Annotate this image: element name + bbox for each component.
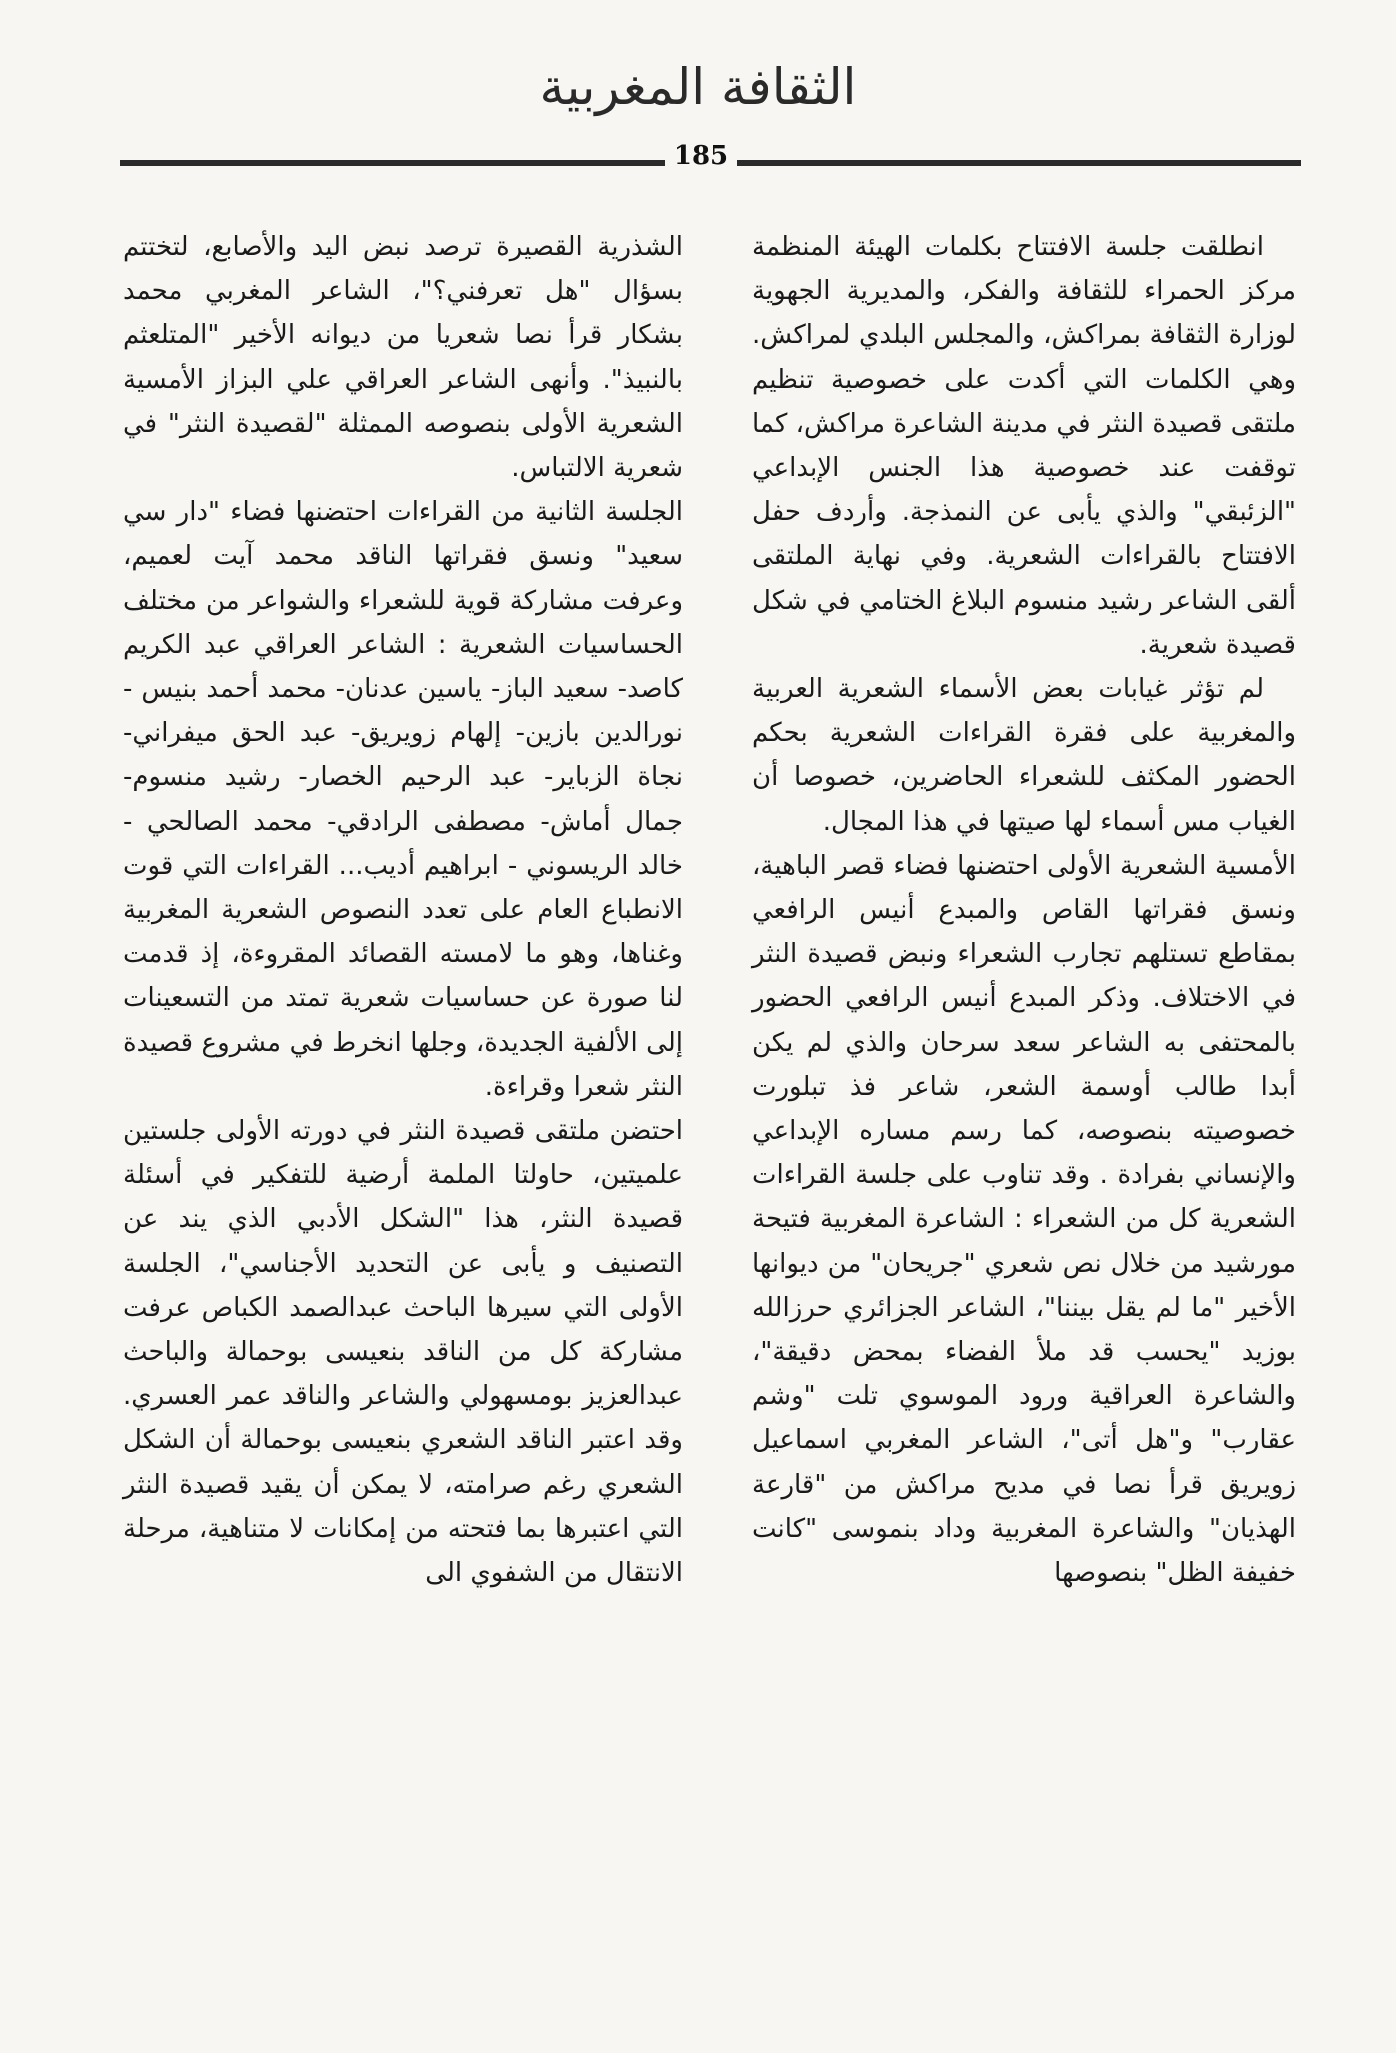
paragraph: الجلسة الثانية من القراءات احتضنها فضاء "دار سي سعيد" ونسق فقراتها الناقد محمد آيت لعميم، وعرفت مشاركة قوية للشعراء والشواعر من مختلف الحساسيات الشعرية : الشاعر العراقي عبد الكريم كاصد- سعيد الباز- ياسين عدنان- محمد أحمد بنيس - نورالدين بازين- إلهام زويريق- عبد الحق ميفراني- نجاة الزباير- عبد الرحيم الخصار- رشيد منسوم- جمال أماش- مصطفى الرادقي- محمد الصالحي - خالد الريسوني - ابراهيم أديب... القراءات التي قوت الانطباع العام على تعدد النصوص الشعرية المغربية وغناها، وهو ما لامسته القصائد المقروءة، إذ قدمت لنا صورة عن حساسيات شعرية تمتد من التسعينات إلى الألفية الجديدة، وجلها انخرط في مشروع قصيدة النثر شعرا وقراءة. bbox=[123, 497, 683, 1102]
left-column bbox=[123, 225, 683, 1595]
page-number: 185 bbox=[673, 141, 729, 171]
paragraph: الأمسية الشعرية الأولى احتضنها فضاء قصر الباهية، ونسق فقراتها القاص والمبدع أنيس الرافعي بمقاطع تستلهم تجارب الشعراء ونبض قصيدة النثر في الاختلاف. وذكر المبدع أنيس الرافعي الحضور بالمحتفى به الشاعر سعد سرحان والذي لم يكن أبدا طالب أوسمة الشعر، شاعر فذ تبلورت خصوصيته بنصوصه، كما رسم مساره الإبداعي والإنساني بفرادة . وقد تناوب على جلسة القراءات الشعرية كل من الشعراء : الشاعرة المغربية فتيحة مورشيد من خلال نص شعري "جريحان" من ديوانها الأخير "ما لم يقل بيننا"، الشاعر الجزائري حرزالله بوزيد "يحسب قد ملأ الفضاء بمحض دقيقة"، والشاعرة العراقية ورود الموسوي تلت "وشم عقارب" و"هل أتى"، الشاعر المغربي اسماعيل زويريق قرأ نصا في مديح مراكش من "قارعة الهذيان" والشاعرة المغربية وداد بنموسى "كانت خفيفة الظل" بنصوصها bbox=[752, 850, 1296, 1589]
paragraph: احتضن ملتقى قصيدة النثر في دورته الأولى جلستين علميتين، حاولتا الملمة أرضية للتفكير في أسئلة قصيدة النثر، هذا "الشكل الأدبي الذي يند عن التصنيف و يأبى عن التحديد الأجناسي"، الجلسة الأولى التي سيرها الباحث عبدالصمد الكباص عرفت مشاركة كل من الناقد بنعيسى بوحمالة والباحث عبدالعزيز بومسهولي والشاعر والناقد عمر العسري. وقد اعتبر الناقد الشعري بنعيسى بوحمالة أن الشكل الشعري رغم صرامته، لا يمكن أن يقيد قصيدة النثر التي اعتبرها بما فتحته من إمكانات لا متناهية، مرحلة الانتقال من الشفوي الى bbox=[123, 1116, 683, 1589]
paragraph: انطلقت جلسة الافتتاح بكلمات الهيئة المنظمة مركز الحمراء للثقافة والفكر، والمديرية الجهوية لوزارة الثقافة بمراكش، والمجلس البلدي لمراكش. وهي الكلمات التي أكدت على خصوصية تنظيم ملتقى قصيدة النثر في مدينة الشاعرة مراكش، كما توقفت عند خصوصية هذا الجنس الإبداعي "الزئبقي" والذي يأبى عن النمذجة. وأردف حفل الافتتاح بالقراءات الشعرية. وفي نهاية الملتقى ألقى الشاعر رشيد منسوم البلاغ الختامي في شكل قصيدة شعرية. bbox=[752, 232, 1296, 660]
paragraph: الشذرية القصيرة ترصد نبض اليد والأصابع، لتختتم بسؤال "هل تعرفني؟"، الشاعر المغربي محمد بشكار قرأ نصا شعريا من ديوانه الأخير "المتلعثم بالنبيذ". وأنهى الشاعر العراقي علي البزاز الأمسية الشعرية الأولى بنصوصه الممثلة "لقصيدة النثر" في شعرية الالتباس. bbox=[123, 232, 683, 484]
header-rule-right bbox=[737, 160, 1301, 166]
journal-title: الثقافة المغربية bbox=[539, 58, 857, 116]
paragraph: لم تؤثر غيابات بعض الأسماء الشعرية العربية والمغربية على فقرة القراءات الشعرية بحكم الحضور المكثف للشعراء الحاضرين، خصوصا أن الغياب مس أسماء لها صيتها في هذا المجال. bbox=[752, 674, 1296, 837]
header-rule-left bbox=[120, 160, 665, 166]
right-column bbox=[752, 225, 1296, 1595]
